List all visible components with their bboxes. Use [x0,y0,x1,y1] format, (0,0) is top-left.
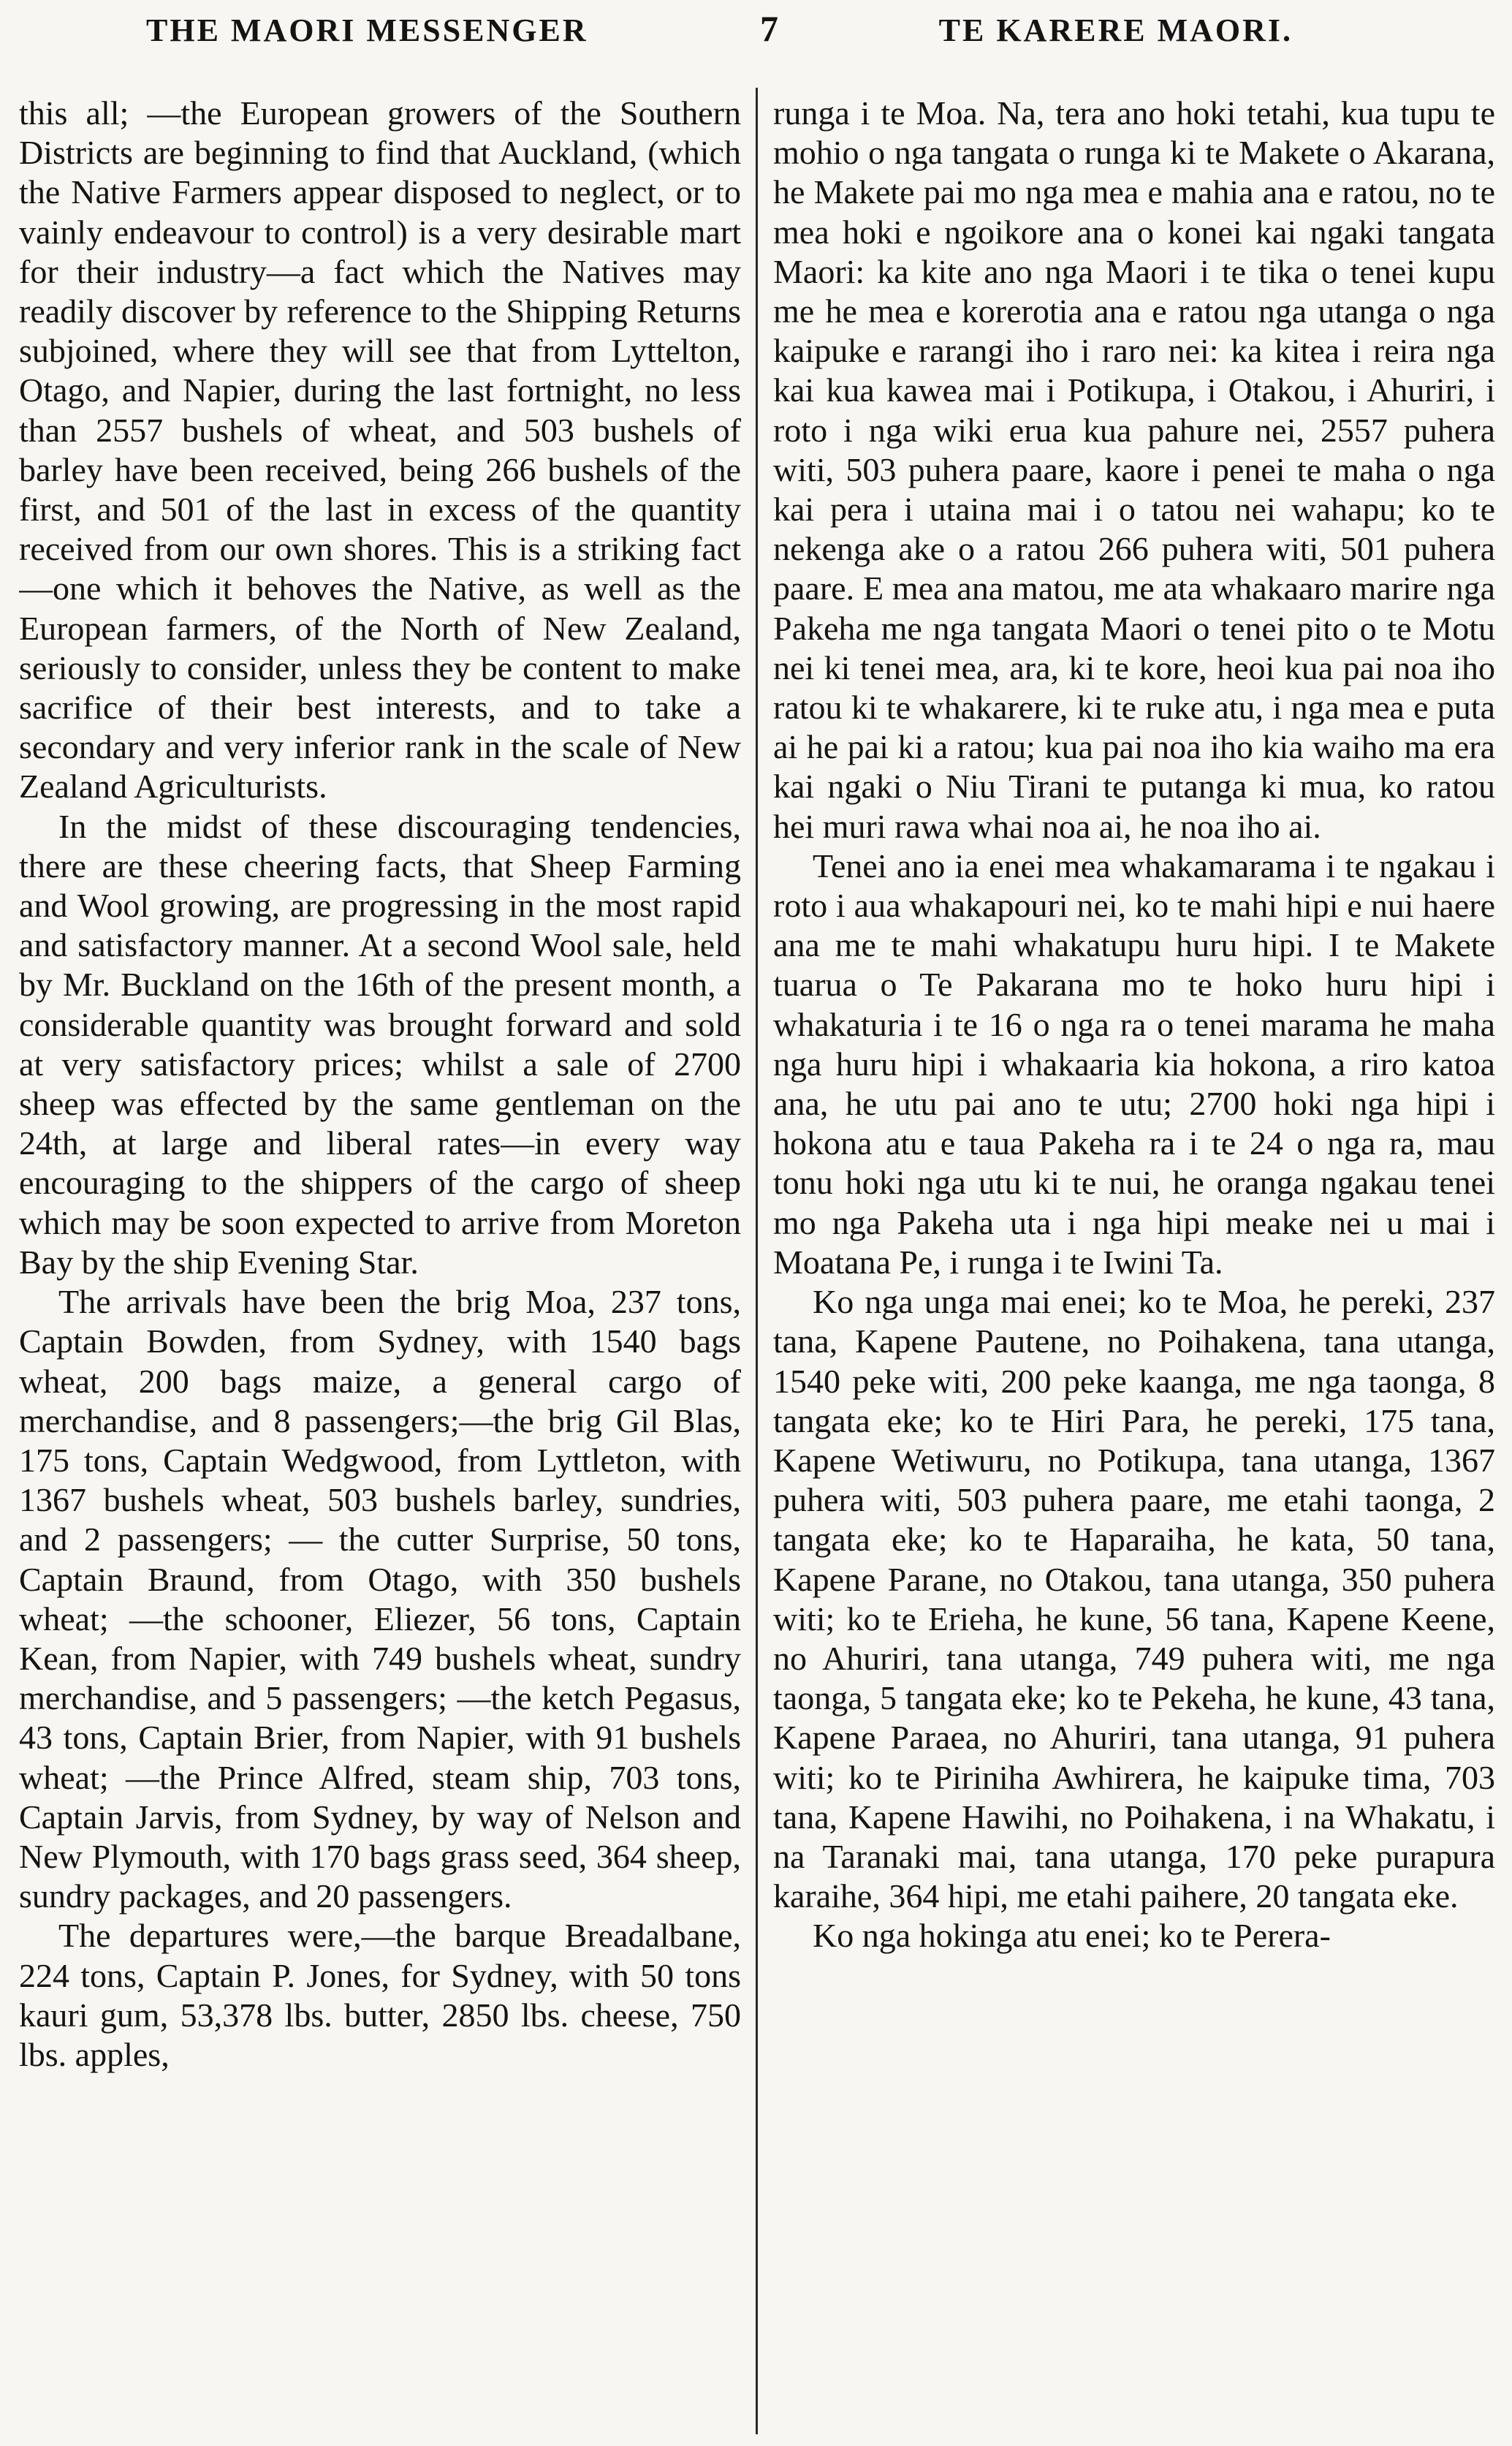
english-paragraph-3: The arrivals have been the brig Moa, 237 tons, Captain Bowden, from Sydney, with 1540 bags wheat, 200 bags maize, a general cargo of merchandise, and 8 passengers;—the brig Gil Blas, 175 tons, Captain Wedgwood, from Lyttleton, with 1367 bushels wheat, 503 bushels barley, sundries, and 2 passengers; — the cutter Surprise, 50 tons, Captain Braund, from Otago, with 350 bushels wheat; —the schooner, Eliezer, 56 tons, Captain Kean, from Napier, with 749 bushels wheat, sundry merchandise, and 5 passengers; —the ketch Pegasus, 43 tons, Captain Brier, from Napier, with 91 bushels wheat; —the Prince Alfred, steam ship, 703 tons, Captain Jarvis, from Sydney, by way of Nelson and New Plymouth, with 170 bags grass seed, 364 sheep, sundry packages, and 20 passengers. [19,1283,741,1915]
maori-paragraph-4: Ko nga hokinga atu enei; ko te Perera- [813,1917,1331,1955]
maori-paragraph-3: Ko nga unga mai enei; ko te Moa, he pereki, 237 tana, Kapene Pautene, no Poihakena, tana utanga, 1540 peke witi, 200 peke kaanga, me nga taonga, 8 tangata eke; ko te Hiri Para, he pereki, 175 tana, Kapene Wetiwuru, no Potikupa, tana utanga, 1367 puhera witi, 503 puhera paare, me etahi taonga, 2 tangata eke; ko te Haparaiha, he kata, 50 tana, Kapene Parane, no Otakou, tana utanga, 350 puhera witi; ko te Erieha, he kune, 56 tana, Kapene Keene, no Ahuriri, tana utanga, 749 puhera witi, me nga taonga, 5 tangata eke; ko te Pekeha, he kune, 43 tana, Kapene Paraea, no Ahuriri, tana utanga, 91 puhera witi; ko te Piriniha Awhirera, he kaipuke tima, 703 tana, Kapene Hawihi, no Poihakena, i na Whakatu, i na Taranaki mai, tana utanga, 170 peke purapura karaihe, 364 hipi, me etahi paihere, 20 tangata eke. [773,1283,1495,1915]
english-column [19,94,741,2442]
english-paragraph-2: In the midst of these discouraging tendencies, there are these cheering facts, that Sheep Farming and Wool growing, are progressing in the most rapid and satisfactory manner. At a second Wool sale, held by Mr. Buckland on the 16th of the present month, a considerable quantity was brought forward and sold at very satisfactory prices; whilst a sale of 2700 sheep was effected by the same gentleman on the 24th, at large and liberal rates—in every way encouraging to the shippers of the cargo of sheep which may be soon expected to arrive from Moreton Bay by the ship Evening Star. [19,807,741,1281]
english-paragraph-1: this all; —the European growers of the Southern Districts are beginning to find that Auckland, (which the Native Farmers appear disposed to neglect, or to vainly endeavour to control) is a very desirable mart for their industry—a fact which the Natives may readily discover by reference to the Shipping Returns subjoined, where they will see that from Lyttelton, Otago, and Napier, during the last fortnight, no less than 2557 bushels of wheat, and 503 bushels of barley have been received, being 266 bushels of the first, and 501 of the last in excess of the quantity received from our own shores. This is a striking fact—one which it behoves the Native, as well as the European farmers, of the North of New Zealand, seriously to consider, unless they be content to make sacrifice of their best interests, and to take a secondary and very inferior rank in the scale of New Zealand Agriculturists. [19,94,741,806]
maori-paragraph-1: runga i te Moa. Na, tera ano hoki tetahi, kua tupu te mohio o nga tangata o runga ki te Makete o Akarana, he Makete pai mo nga mea e mahia ana e ratou, no te mea hoki e ngoikore ana o konei kai ngaki tangata Maori: ka kite ano nga Maori i te tika o tenei kupu me he mea e korerotia ana e ratou nga utanga o nga kaipuke e rarangi iho i raro nei: ka kitea i reira nga kai kua kawea mai i Potikupa, i Otakou, i Ahuriri, i roto i nga wiki erua kua pahure nei, 2557 puhera witi, 503 puhera paare, kaore i penei te maha o nga kai pera i utaina mai i o tatou nei wahapu; ko te nekenga ake o a ratou 266 puhera witi, 501 puhera paare. E mea ana matou, me ata whakaaro marire nga Pakeha me nga tangata Maori o tenei pito o te Motu nei ki tenei mea, ara, ki te kore, heoi kua pai noa iho ratou ki te whakarere, ki te ruke atu, i nga mea e puta ai he pai ki a ratou; kua pai noa iho kia waiho ma era kai ngaki o Niu Tirani te putanga ki mua, ko ratou hei muri rawa whai noa ai, he noa iho ai. [773,94,1495,845]
running-head [29,7,1483,60]
page-number: 7 [760,8,780,49]
maori-paragraph-2: Tenei ano ia enei mea whakamarama i te ngakau i roto i aua whakapouri nei, ko te mahi hipi e nui haere ana me te mahi whakatupu huru hipi. I te Makete tuarua o Te Pakarana mo te hoko huru hipi i whakaturia i te 16 o nga ra o tenei marama he maha nga huru hipi i whakaaria kia hokona, a riro katoa ana, he utu pai ano te utu; 2700 hoki nga hipi i hokona atu e taua Pakeha ra i te 24 o nga ra, mau tonu hoki nga utu ki te nui, he oranga ngakau tenei mo nga Pakeha uta i nga hipi meake nei u mai i Moatana Pe, i runga i te Iwini Ta. [773,847,1495,1281]
maori-masthead: TE KARERE MAORI. [938,12,1293,48]
english-masthead: THE MAORI MESSENGER [146,12,588,48]
column-divider [756,88,758,2434]
maori-column [773,94,1495,2442]
english-paragraph-4: The departures were,—the barque Breadalbane, 224 tons, Captain P. Jones, for Sydney, with 50 tons kauri gum, 53,378 lbs. butter, 2850 lbs. cheese, 750 lbs. apples, [19,1917,741,2073]
